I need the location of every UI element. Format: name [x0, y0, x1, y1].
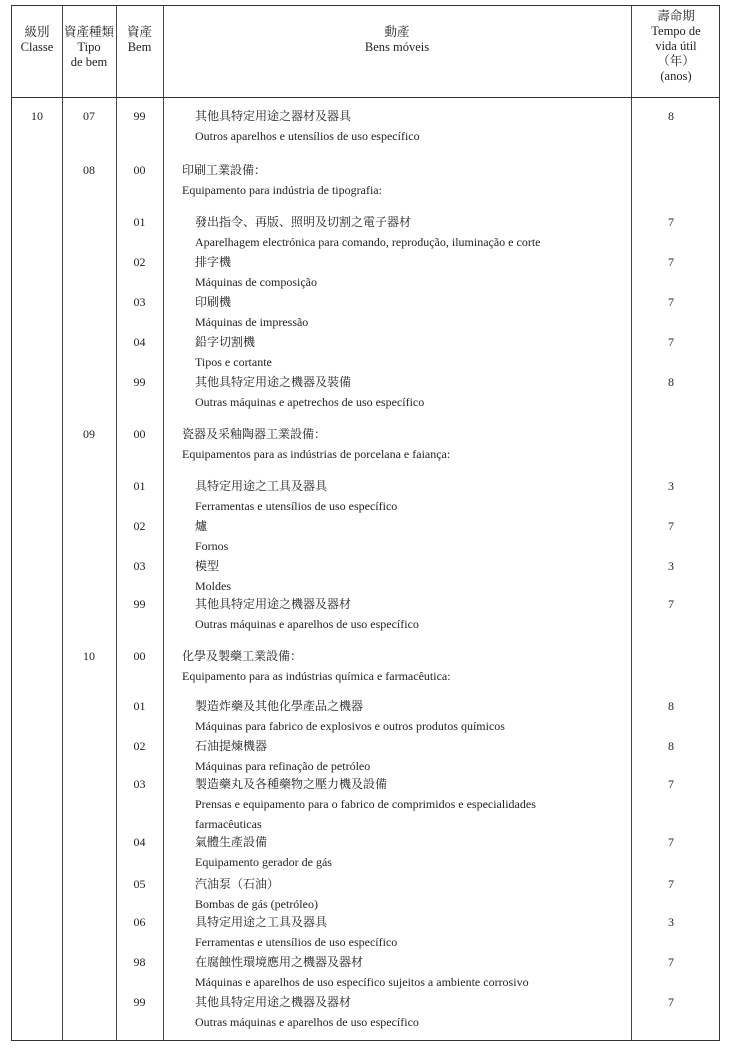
- description-chinese: 氣體生產設備: [195, 835, 268, 849]
- description-portuguese: Ferramentas e utensílios de uso específico: [195, 935, 398, 949]
- header-desc-pt: Bens móveis: [364, 40, 430, 54]
- tipo-code: 10: [83, 649, 95, 663]
- useful-life-years: 8: [668, 699, 674, 713]
- bem-code: 04: [133, 335, 146, 349]
- item-description: [182, 160, 382, 200]
- bem-code: 03: [133, 777, 146, 791]
- description-portuguese: Outras máquinas e apetrechos de uso específico: [195, 395, 425, 409]
- item-description: [195, 106, 420, 146]
- description-chinese: 石油提煉機器: [195, 739, 268, 753]
- description-chinese: 具特定用途之工具及器具: [195, 479, 328, 493]
- item-description: [195, 594, 419, 634]
- header-tipo: [62, 25, 116, 70]
- useful-life-years: 7: [668, 335, 674, 349]
- useful-life-years: 7: [668, 255, 674, 269]
- bem-code: 04: [133, 835, 146, 849]
- description-chinese: 其他具特定用途之器材及器具: [195, 109, 352, 123]
- useful-life-years: 3: [668, 559, 674, 573]
- header-bem-cn: 資產: [126, 25, 152, 39]
- useful-life-years: 7: [668, 877, 674, 891]
- item-description: [195, 736, 370, 776]
- header-life-pt-unit: (anos): [660, 69, 692, 83]
- description-portuguese: Máquinas de composição: [195, 275, 317, 289]
- description-chinese: 爐: [195, 519, 208, 533]
- header-life-pt2: vida útil: [655, 39, 697, 53]
- description-portuguese: Outros aparelhos e utensílios de uso específico: [195, 129, 420, 143]
- header-life-cn: 壽命期: [657, 9, 695, 23]
- item-description: [195, 516, 228, 556]
- header-tipo-pt: Tipo: [77, 40, 101, 54]
- useful-life-years: 7: [668, 995, 674, 1009]
- description-chinese: 模型: [195, 559, 220, 573]
- description-portuguese: Equipamentos para as indústrias de porcelana e faiança:: [182, 447, 451, 461]
- description-portuguese: Máquinas e aparelhos de uso específico sujeitos a ambiente corrosivo: [195, 975, 529, 989]
- bem-code: 99: [133, 995, 146, 1009]
- header-tipo-cn: 資產種類: [63, 25, 114, 39]
- useful-life-years: 8: [668, 739, 674, 753]
- description-portuguese: Aparelhagem electrónica para comando, reprodução, iluminação e corte: [195, 235, 541, 249]
- description-portuguese: Tipos e cortante: [195, 355, 272, 369]
- classe-code: 10: [31, 109, 43, 123]
- header-classe-pt: Classe: [20, 40, 54, 54]
- description-portuguese: Equipamento para indústria de tipografia:: [182, 183, 382, 197]
- description-chinese: 其他具特定用途之機器及裝備: [195, 375, 352, 389]
- header-life: [631, 9, 721, 84]
- useful-life-years: 7: [668, 519, 674, 533]
- bem-code: 99: [133, 375, 146, 389]
- item-description: [195, 556, 231, 596]
- header-description: [163, 25, 631, 55]
- item-description: [182, 646, 451, 686]
- description-portuguese: Máquinas para fabrico de explosivos e outros produtos químicos: [195, 719, 505, 733]
- item-description: [195, 874, 318, 914]
- item-description: [182, 424, 450, 464]
- bem-code: 02: [133, 255, 146, 269]
- header-tipo-pt2: de bem: [70, 55, 108, 69]
- item-description: [195, 952, 529, 992]
- table-frame: [11, 5, 720, 1041]
- item-description: [195, 252, 317, 292]
- item-description: [195, 992, 419, 1032]
- column-divider: [62, 6, 63, 1040]
- bem-code: 01: [133, 479, 146, 493]
- item-description: [195, 212, 541, 252]
- description-portuguese: Outras máquinas e aparelhos de uso específico: [195, 617, 419, 631]
- description-portuguese: Ferramentas e utensílios de uso específico: [195, 499, 398, 513]
- description-portuguese: Moldes: [195, 579, 231, 593]
- bem-code: 01: [133, 699, 146, 713]
- useful-life-years: 8: [668, 109, 674, 123]
- useful-life-years: 8: [668, 375, 674, 389]
- tipo-code: 07: [83, 109, 95, 123]
- item-description: [195, 476, 397, 516]
- bem-code: 98: [133, 955, 146, 969]
- tipo-code: 09: [83, 427, 95, 441]
- bem-code: 00: [133, 427, 146, 441]
- description-chinese: 汽油泵（石油）: [195, 877, 280, 891]
- useful-life-years: 7: [668, 597, 674, 611]
- description-portuguese: Fornos: [195, 539, 229, 553]
- bem-code: 05: [133, 877, 146, 891]
- header-bem: [116, 25, 163, 55]
- description-portuguese: Máquinas para refinação de petróleo: [195, 759, 371, 773]
- bem-code: 99: [133, 109, 146, 123]
- tipo-code: 08: [83, 163, 95, 177]
- description-portuguese: Equipamento para as indústrias química e farmacêutica:: [182, 669, 451, 683]
- description-chinese: 發出指令、再版、照明及切割之電子器材: [195, 215, 412, 229]
- column-divider: [163, 6, 164, 1040]
- header-life-pt1: Tempo de: [651, 24, 701, 38]
- item-description: [195, 912, 397, 952]
- header-desc-cn: 動產: [384, 25, 410, 39]
- bem-code: 03: [133, 295, 146, 309]
- description-portuguese: Bombas de gás (petróleo): [195, 897, 318, 911]
- useful-life-years: 7: [668, 215, 674, 229]
- description-chinese: 其他具特定用途之機器及器材: [195, 995, 352, 1009]
- bem-code: 00: [133, 649, 146, 663]
- description-chinese: 印刷機: [195, 295, 232, 309]
- bem-code: 02: [133, 519, 146, 533]
- item-description: [195, 774, 536, 834]
- description-chinese: 具特定用途之工具及器具: [195, 915, 328, 929]
- header-life-cn-unit: （年）: [657, 54, 695, 68]
- bem-code: 01: [133, 215, 146, 229]
- description-portuguese: Prensas e equipamento para o fabrico de comprimidos e especialidades: [195, 797, 536, 811]
- header-classe: [12, 25, 62, 55]
- description-chinese: 製造藥丸及各種藥物之壓力機及設備: [195, 777, 388, 791]
- item-description: [195, 292, 308, 332]
- description-chinese: 在腐蝕性環境應用之機器及器材: [195, 955, 364, 969]
- description-portuguese: Equipamento gerador de gás: [195, 855, 332, 869]
- bem-code: 99: [133, 597, 146, 611]
- description-chinese: 製造炸藥及其他化學產品之機器: [195, 699, 364, 713]
- bem-code: 06: [133, 915, 146, 929]
- useful-life-years: 3: [668, 915, 674, 929]
- column-divider: [631, 6, 632, 1040]
- bem-code: 00: [133, 163, 146, 177]
- bem-code: 02: [133, 739, 146, 753]
- item-description: [195, 832, 332, 872]
- useful-life-years: 7: [668, 835, 674, 849]
- description-chinese: 瓷器及采釉陶器工業設備：: [182, 427, 327, 441]
- header-bem-pt: Bem: [127, 40, 152, 54]
- useful-life-years: 7: [668, 295, 674, 309]
- item-description: [195, 372, 424, 412]
- description-chinese: 排字機: [195, 255, 232, 269]
- description-portuguese: Outras máquinas e aparelhos de uso específico: [195, 1015, 419, 1029]
- description-portuguese: farmacêuticas: [195, 817, 262, 831]
- description-chinese: 其他具特定用途之機器及器材: [195, 597, 352, 611]
- description-chinese: 化學及製藥工業設備：: [182, 649, 303, 663]
- description-chinese: 印刷工業設備：: [182, 163, 267, 177]
- header-divider: [12, 97, 719, 98]
- useful-life-years: 7: [668, 777, 674, 791]
- item-description: [195, 332, 272, 372]
- item-description: [195, 696, 505, 736]
- useful-life-years: 7: [668, 955, 674, 969]
- description-chinese: 鉛字切割機: [195, 335, 256, 349]
- description-portuguese: Máquinas de impressão: [195, 315, 309, 329]
- header-classe-cn: 級別: [24, 25, 50, 39]
- bem-code: 03: [133, 559, 146, 573]
- useful-life-years: 3: [668, 479, 674, 493]
